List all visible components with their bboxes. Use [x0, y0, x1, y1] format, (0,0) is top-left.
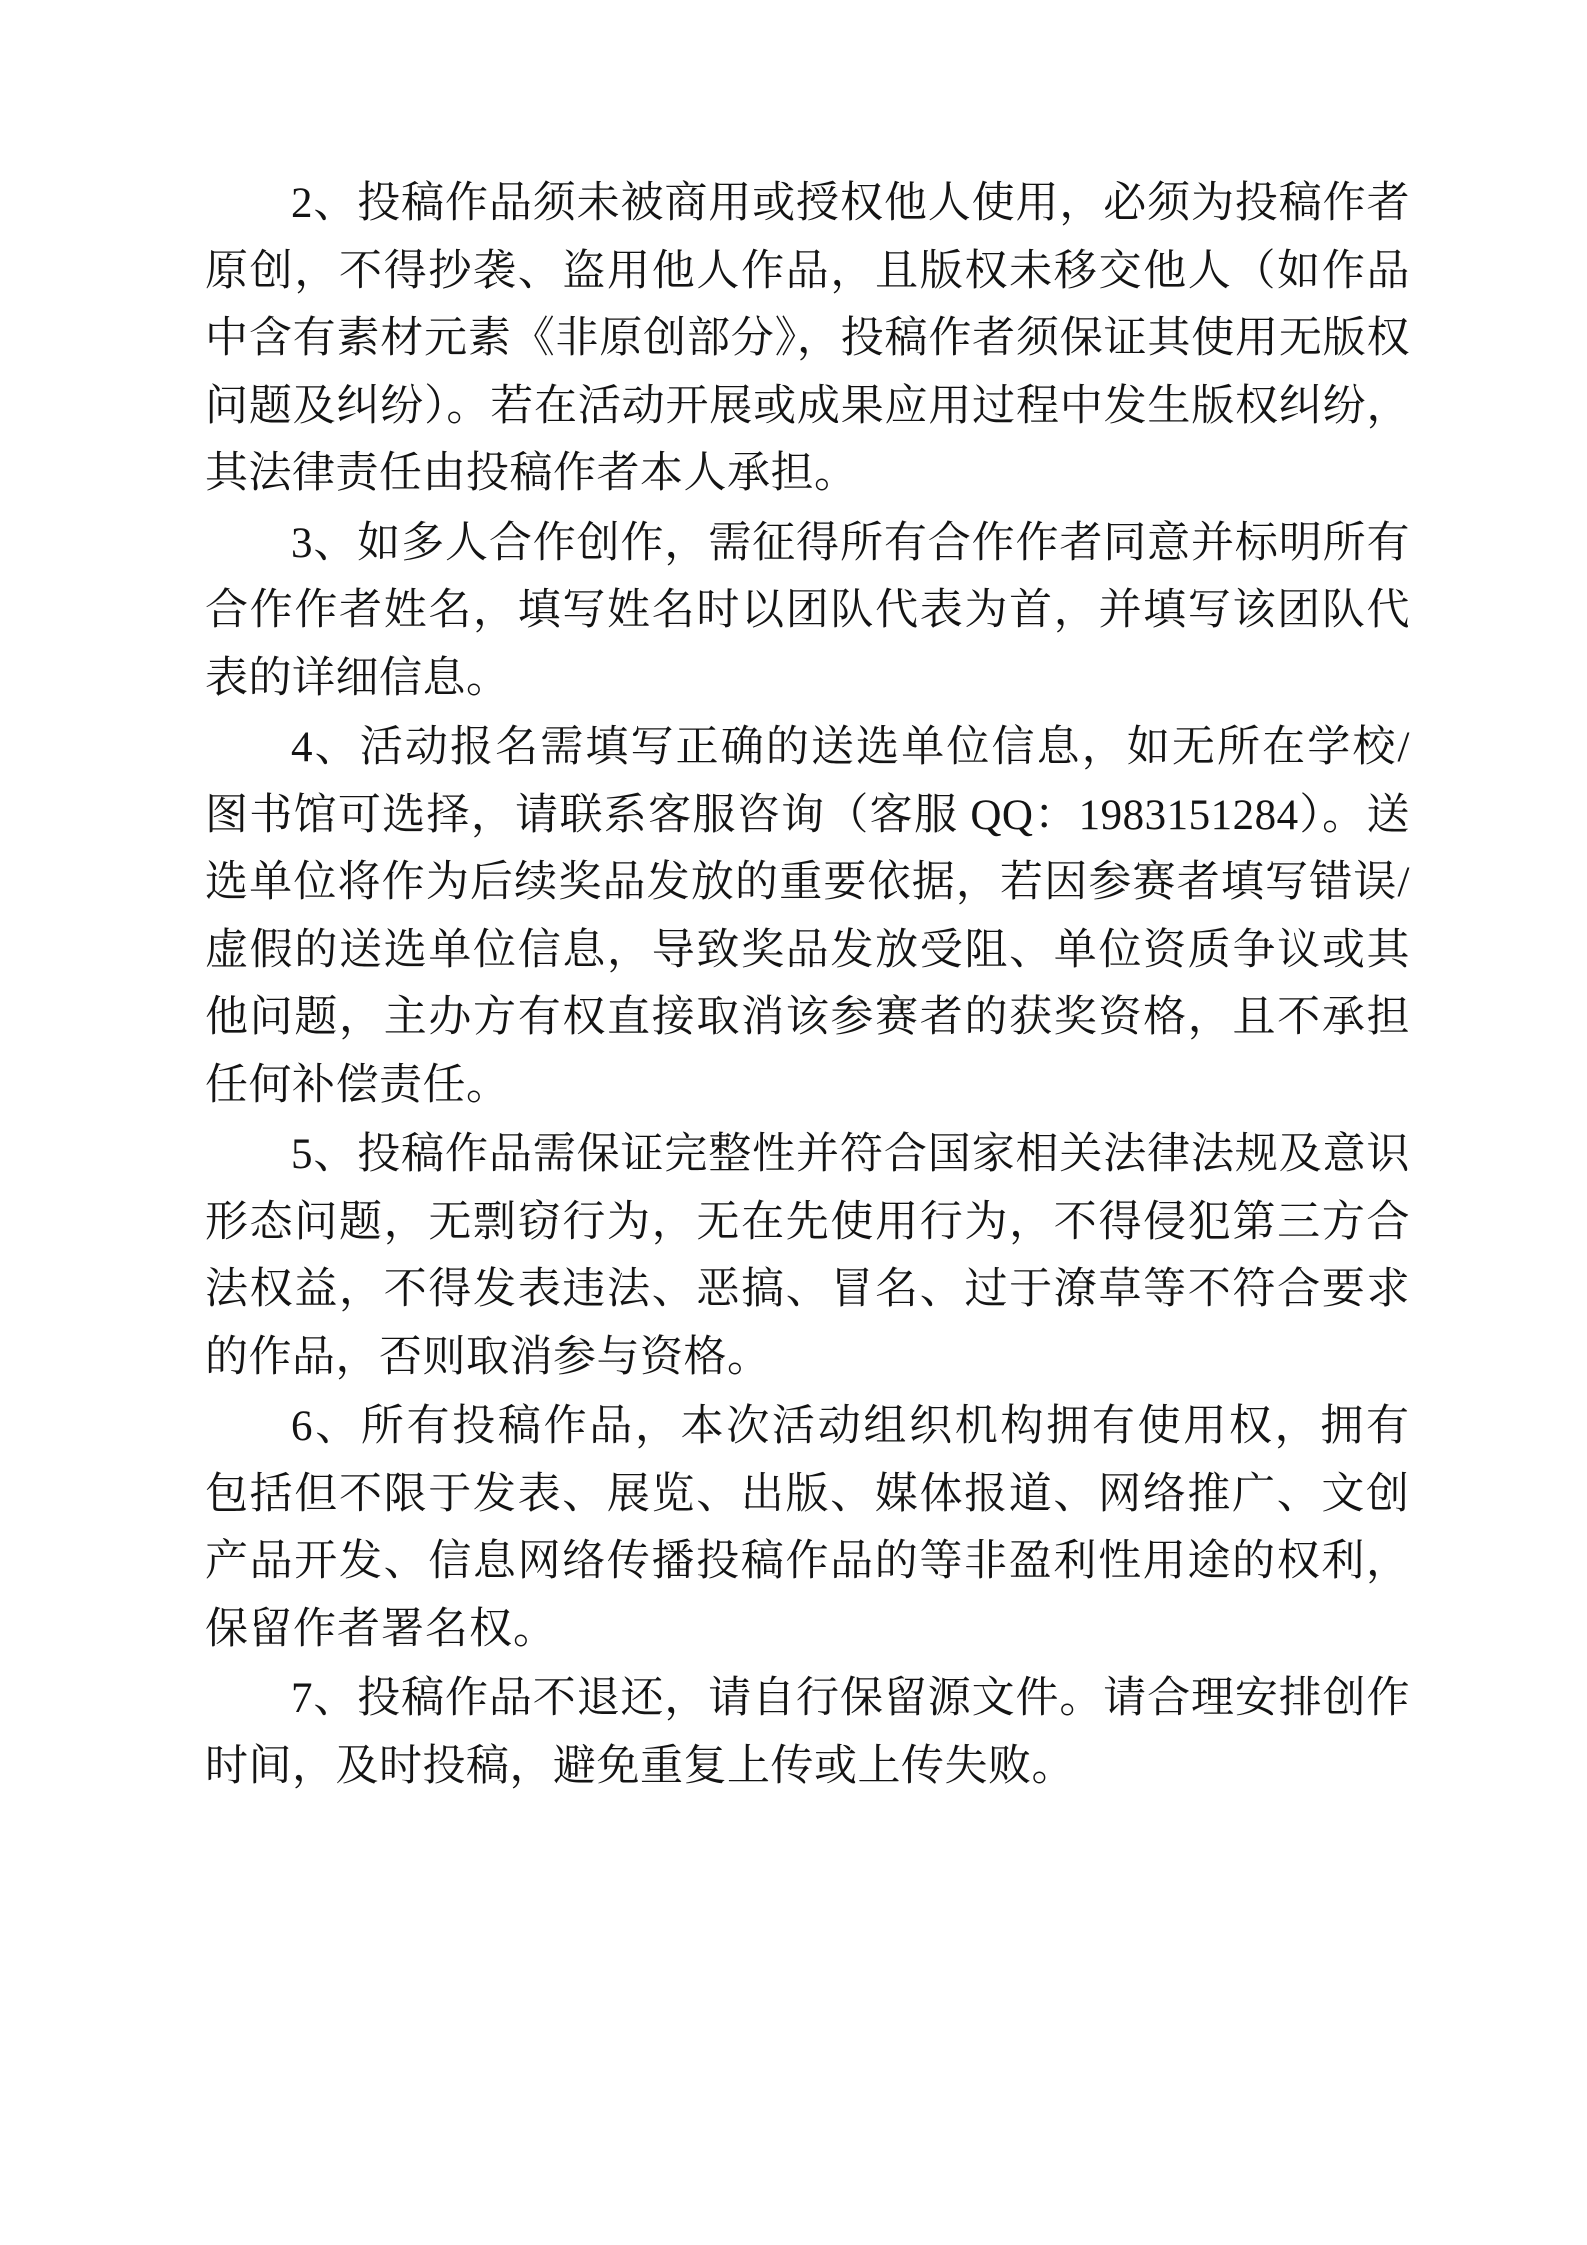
paragraph-item-4: 4、活动报名需填写正确的送选单位信息，如无所在学校/图书馆可选择，请联系客服咨询（客服 QQ：1983151284）。送选单位将作为后续奖品发放的重要依据，若因参赛者填写错误/虚假的送选单位信息，导致奖品发放受阻、单位资质争议或其他问题，主办方有权直接取消该参赛者的获奖资格，且不承担任何补偿责任。 [205, 724, 1410, 1109]
paragraph-item-5: 5、投稿作品需保证完整性并符合国家相关法律法规及意识形态问题，无剽窃行为，无在先使用行为，不得侵犯第三方合法权益，不得发表违法、恶搞、冒名、过于潦草等不符合要求的作品，否则取消参与资格。 [205, 1131, 1410, 1381]
paragraph-item-3: 3、如多人合作创作，需征得所有合作作者同意并标明所有合作作者姓名，填写姓名时以团队代表为首，并填写该团队代表的详细信息。 [205, 519, 1410, 702]
paragraph-item-2: 2、投稿作品须未被商用或授权他人使用，必须为投稿作者原创，不得抄袭、盗用他人作品，且版权未移交他人（如作品中含有素材元素《非原创部分》，投稿作者须保证其使用无版权问题及纠纷）。若在活动开展或成果应用过程中发生版权纠纷，其法律责任由投稿作者本人承担。 [205, 180, 1410, 497]
paragraph-item-6: 6、所有投稿作品，本次活动组织机构拥有使用权，拥有包括但不限于发表、展览、出版、媒体报道、网络推广、文创产品开发、信息网络传播投稿作品的等非盈利性用途的权利，保留作者署名权。 [205, 1403, 1410, 1653]
paragraph-item-7: 7、投稿作品不退还，请自行保留源文件。请合理安排创作时间，及时投稿，避免重复上传或上传失败。 [205, 1675, 1410, 1790]
document-body [205, 170, 1410, 1800]
